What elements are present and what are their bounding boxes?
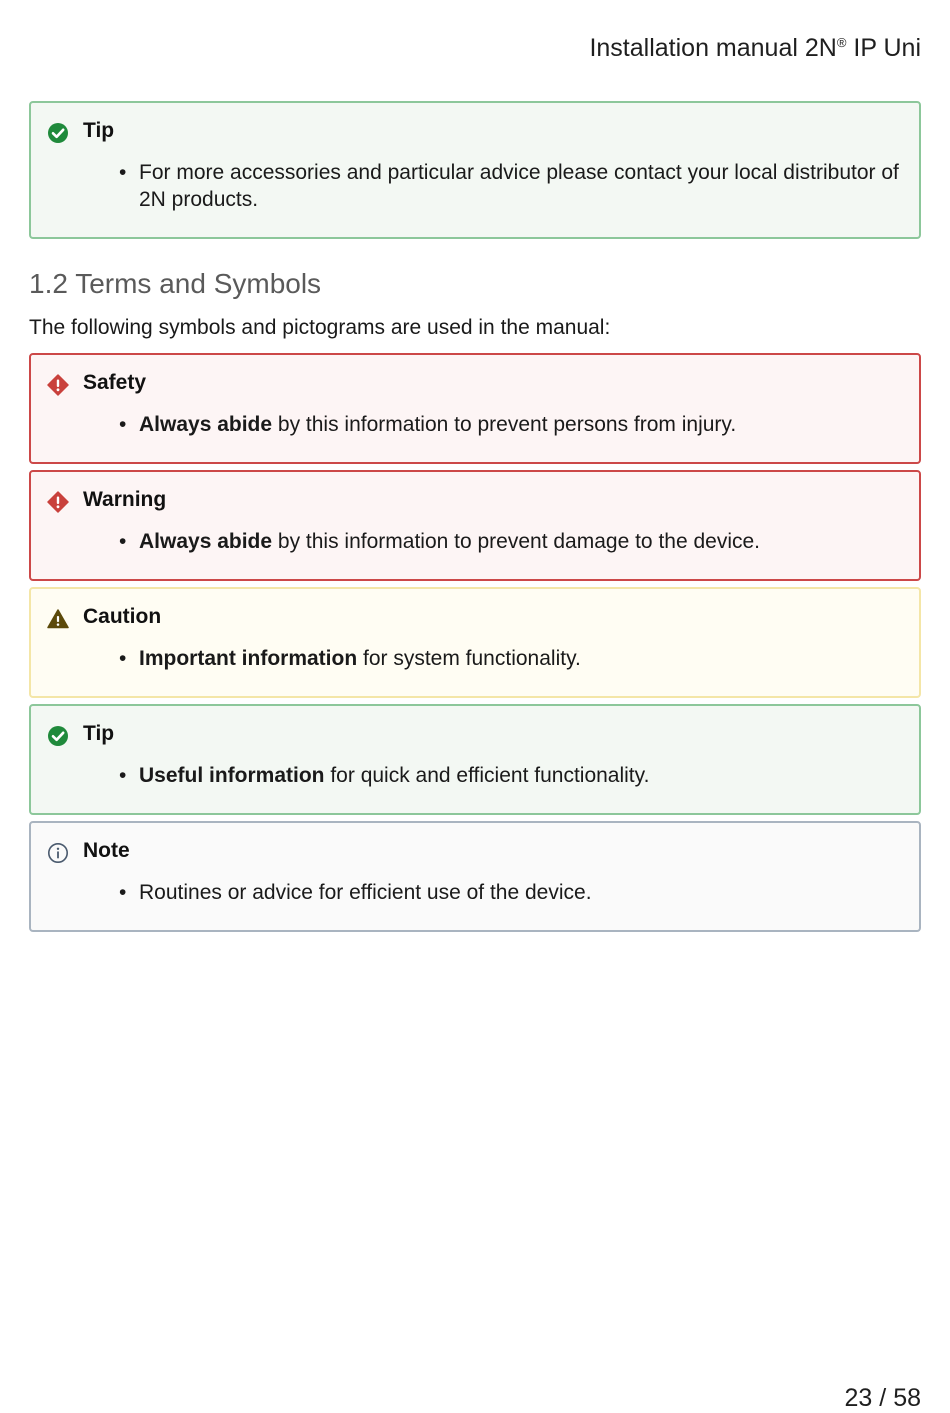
list-item: [119, 411, 901, 438]
registered-mark: ®: [836, 35, 847, 50]
header-title-suffix: IP Uni: [846, 34, 921, 62]
warning-bold: Always abide: [139, 530, 273, 553]
top-tip-list: [119, 159, 901, 213]
safety-text: by this information to prevent persons from injury.: [272, 413, 737, 436]
list-item: [119, 528, 901, 555]
top-tip-title: Tip: [83, 119, 115, 142]
warning-box: [29, 470, 921, 581]
section-intro: The following symbols and pictograms are used in the manual:: [29, 316, 611, 339]
caution-title: Caution: [83, 605, 162, 628]
section-title: 1.2 Terms and Symbols: [29, 268, 322, 299]
info-circle-icon: [47, 842, 69, 864]
page-number: [845, 1384, 921, 1413]
tip-bold: Useful information: [139, 764, 325, 787]
note-title: Note: [83, 839, 130, 862]
safety-box: [29, 353, 921, 464]
list-item: [119, 159, 901, 213]
safety-bold: Always abide: [139, 413, 273, 436]
page-separator: /: [872, 1384, 894, 1412]
top-tip-box: [29, 101, 921, 239]
warning-title: Warning: [83, 488, 167, 511]
caution-bold: Important information: [139, 647, 358, 670]
top-tip-text: For more accessories and particular advice please contact your local distributor of 2N products.: [139, 161, 899, 211]
header-title-prefix: Installation manual 2N: [589, 34, 837, 62]
tip-list: [119, 762, 901, 789]
safety-title: Safety: [83, 371, 147, 394]
note-text: Routines or advice for efficient use of the device.: [139, 881, 592, 904]
page-current: 23: [844, 1384, 873, 1412]
document-header: [589, 34, 921, 63]
check-circle-icon: [47, 725, 69, 747]
page-total: 58: [893, 1384, 921, 1412]
note-box: [29, 821, 921, 932]
caution-text: for system functionality.: [357, 647, 581, 670]
tip-box: [29, 704, 921, 815]
safety-list: [119, 411, 901, 438]
warning-triangle-icon: [47, 608, 69, 630]
warning-list: [119, 528, 901, 555]
list-item: [119, 645, 901, 672]
caution-box: [29, 587, 921, 698]
list-item: [119, 762, 901, 789]
note-list: [119, 879, 901, 906]
list-item: [119, 879, 901, 906]
tip-title: Tip: [83, 722, 115, 745]
warning-text: by this information to prevent damage to the device.: [272, 530, 761, 553]
alert-diamond-icon: [47, 491, 69, 513]
check-circle-icon: [47, 122, 69, 144]
alert-diamond-icon: [47, 374, 69, 396]
caution-list: [119, 645, 901, 672]
tip-text: for quick and efficient functionality.: [324, 764, 650, 787]
